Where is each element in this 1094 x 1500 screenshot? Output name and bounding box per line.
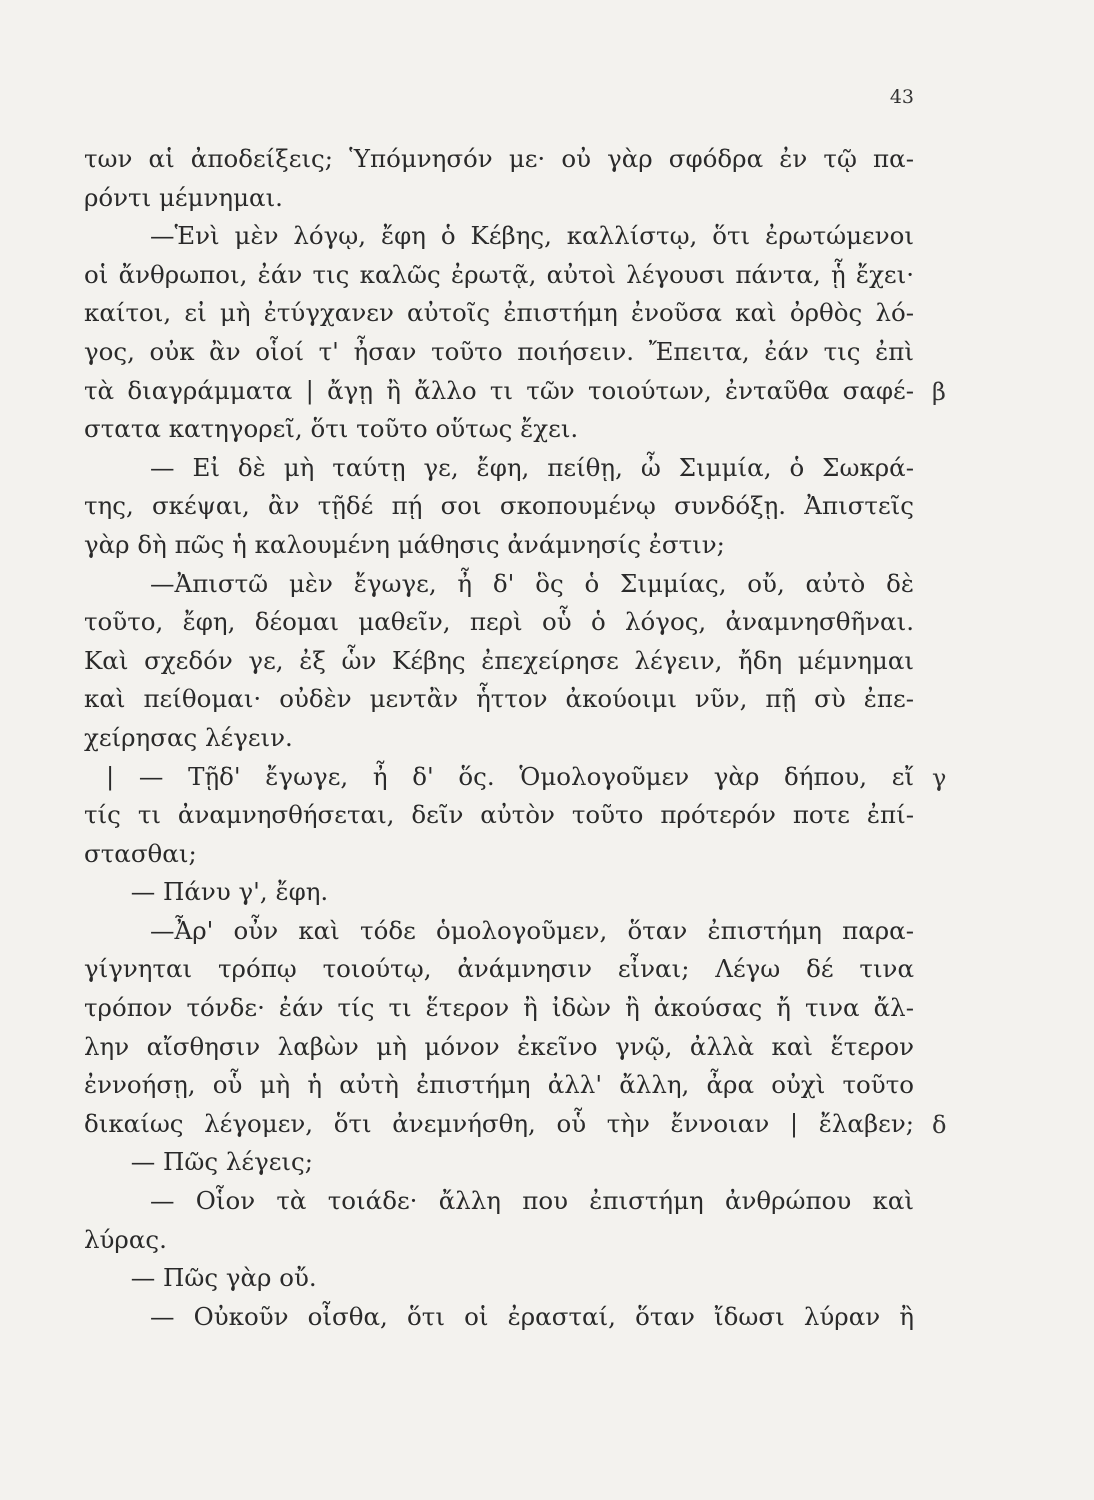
text-line-content: ἐννοήσῃ, οὗ μὴ ἡ αὐτὴ ἐπιστήμη ἀλλ' ἄλλη, ἆρα οὐχὶ τοῦτο: [84, 1070, 914, 1100]
text-line: [84, 526, 914, 565]
text-line: [84, 719, 914, 758]
text-line: [84, 410, 914, 449]
text-line-content: των αἱ ἀποδείξεις; Ὑπόμνησόν με· οὐ γὰρ σφόδρα ἐν τῷ πα-: [84, 144, 914, 173]
text-line-content: — Οἷον τὰ τοιάδε· ἄλλη που ἐπιστήμη ἀνθρώπου καὶ: [150, 1186, 914, 1216]
text-line: [84, 680, 914, 719]
text-line: [84, 333, 914, 372]
text-line-content: της, σκέψαι, ἂν τῇδέ πῄ σοι σκοπουμένῳ συνδόξῃ. Ἀπιστεῖς: [84, 491, 914, 521]
text-line: [84, 912, 914, 951]
text-line-content: τίς τι ἀναμνησθήσεται, δεῖν αὐτὸν τοῦτο πρότερόν ποτε ἐπί-: [84, 800, 914, 830]
marginal-section-letter: γ: [932, 763, 947, 792]
text-line: [84, 449, 914, 488]
marginal-section-letter: β: [932, 377, 946, 406]
text-line-content: Καὶ σχεδόν γε, ἐξ ὧν Κέβης ἐπεχείρησε λέγειν, ἤδη μέμνημαι: [84, 645, 914, 675]
text-line: [84, 217, 914, 256]
text-line-content: τοῦτο, ἔφη, δέομαι μαθεῖν, περὶ οὗ ὁ λόγος, ἀναμνησθῆναι.: [84, 607, 914, 637]
text-line: [84, 565, 914, 604]
text-line-content: | — Τῇδ' ἔγωγε, ἦ δ' ὅς. Ὁμολογοῦμεν γὰρ δήπου, εἴ: [106, 761, 914, 791]
text-line: [84, 1259, 914, 1298]
text-line: [84, 294, 914, 333]
text-line-content: καὶ πείθομαι· οὐδὲν μεντἂν ἧττον ἀκούοιμι νῦν, πῇ σὺ ἐπε-: [84, 684, 914, 714]
text-line-content: δικαίως λέγομεν, ὅτι ἀνεμνήσθη, οὗ τὴν ἔννοιαν | ἔλαβεν;: [84, 1108, 914, 1138]
text-line: [84, 1143, 914, 1182]
text-line-content: —Ἑνὶ μὲν λόγῳ, ἔφη ὁ Κέβης, καλλίστῳ, ὅτι ἐρωτώμενοι: [150, 221, 914, 251]
text-line: [84, 1028, 914, 1067]
text-line: [84, 1298, 914, 1337]
text-line-content: οἱ ἄνθρωποι, ἐάν τις καλῶς ἐρωτᾷ, αὐτοὶ λέγουσι πάντα, ᾗ ἔχει·: [84, 259, 914, 289]
text-line-content: τρόπον τόνδε· ἐάν τίς τι ἕτερον ἢ ἰδὼν ἢ ἀκούσας ἤ τινα ἄλ-: [84, 993, 914, 1023]
text-line: [84, 873, 914, 912]
text-line-content: γίγνηται τρόπῳ τοιούτῳ, ἀνάμνησιν εἶναι; Λέγω δέ τινα: [84, 954, 914, 984]
page-number: 43: [889, 86, 914, 108]
text-line: [84, 758, 914, 797]
text-line-content: — Οὐκοῦν οἶσθα, ὅτι οἱ ἐρασταί, ὅταν ἴδωσι λύραν ἢ: [150, 1301, 914, 1331]
body-text: [84, 140, 914, 1336]
text-line: [84, 796, 914, 835]
text-line: [84, 1182, 914, 1221]
text-line-content: χείρησας λέγειν.: [84, 722, 293, 752]
text-line-content: γὰρ δὴ πῶς ἡ καλουμένη μάθησις ἀνάμνησίς ἐστιν;: [84, 529, 725, 559]
text-line: [84, 642, 914, 681]
text-line: [84, 950, 914, 989]
text-line-content: — Εἰ δὲ μὴ ταύτῃ γε, ἔφη, πείθῃ, ὦ Σιμμία, ὁ Σωκρά-: [150, 452, 914, 482]
text-line: [84, 1066, 914, 1105]
text-line-content: ρόντι μέμνημαι.: [84, 182, 283, 212]
text-line: [84, 989, 914, 1028]
text-line-content: λύρας.: [84, 1224, 167, 1254]
text-line-content: στασθαι;: [84, 838, 197, 868]
text-line-content: στατα κατηγορεῖ, ὅτι τοῦτο οὕτως ἔχει.: [84, 414, 579, 444]
text-line-content: — Πῶς λέγεις;: [84, 1147, 314, 1177]
text-line: [84, 372, 914, 411]
text-line: [84, 1221, 914, 1260]
text-line: [84, 603, 914, 642]
text-line: [84, 179, 914, 218]
text-line-content: —Ἀπιστῶ μὲν ἔγωγε, ἦ δ' ὃς ὁ Σιμμίας, οὔ, αὐτὸ δὲ: [150, 568, 914, 598]
text-line-content: — Πῶς γὰρ οὔ.: [84, 1263, 317, 1293]
text-line: [84, 1105, 914, 1144]
text-line-content: καίτοι, εἰ μὴ ἐτύγχανεν αὐτοῖς ἐπιστήμη ἐνοῦσα καὶ ὀρθὸς λό-: [84, 298, 914, 328]
text-line-content: γος, οὐκ ἂν οἷοί τ' ἦσαν τοῦτο ποιήσειν. Ἔπειτα, ἐάν τις ἐπὶ: [84, 336, 914, 366]
text-line-content: λην αἴσθησιν λαβὼν μὴ μόνον ἐκεῖνο γνῷ, ἀλλὰ καὶ ἕτερον: [84, 1031, 914, 1061]
text-line-content: τὰ διαγράμματα | ἄγῃ ἢ ἄλλο τι τῶν τοιούτων, ἐνταῦθα σαφέ-: [84, 375, 914, 405]
text-line-content: —Ἆρ' οὖν καὶ τόδε ὁμολογοῦμεν, ὅταν ἐπιστήμη παρα-: [150, 915, 914, 945]
text-line: [84, 140, 914, 179]
text-line: [84, 256, 914, 295]
text-line: [84, 835, 914, 874]
text-line-content: — Πάνυ γ', ἔφη.: [84, 877, 329, 907]
text-line: [84, 487, 914, 526]
marginal-section-letter: δ: [932, 1111, 947, 1139]
